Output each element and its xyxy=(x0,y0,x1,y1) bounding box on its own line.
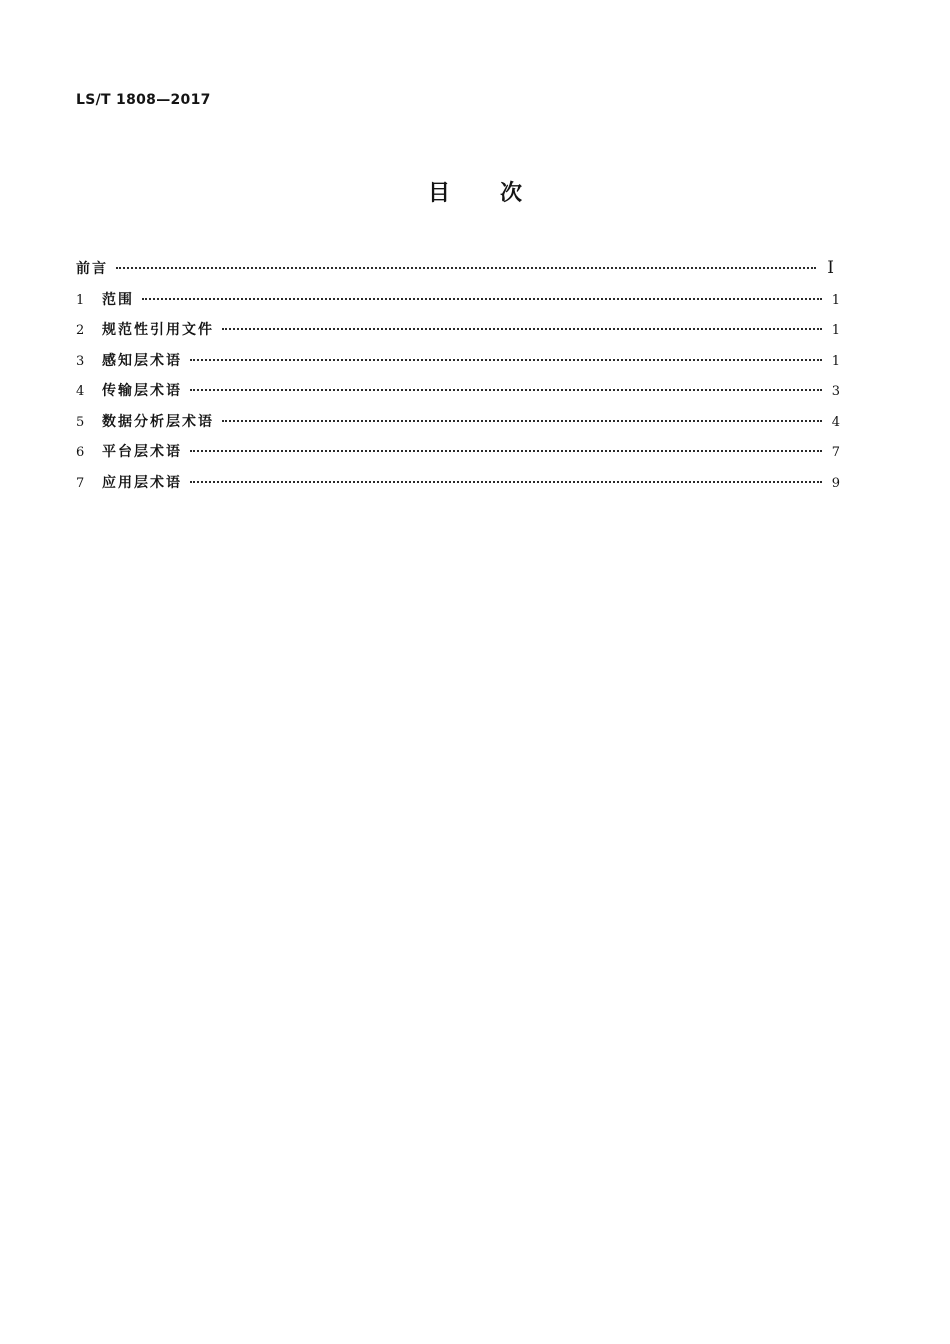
toc-entry-label: 范围 xyxy=(102,291,134,308)
toc-entry[interactable] xyxy=(76,289,840,320)
table-of-contents xyxy=(76,258,840,502)
toc-dot-leader xyxy=(222,420,822,422)
toc-entry-number: 3 xyxy=(76,353,85,369)
toc-dot-leader xyxy=(190,359,822,361)
toc-entry[interactable] xyxy=(76,319,840,350)
toc-dot-leader xyxy=(190,389,822,391)
toc-entry-label: 应用层术语 xyxy=(102,474,182,491)
toc-entry-number: 5 xyxy=(76,414,85,430)
toc-entry-page: 7 xyxy=(831,445,840,460)
toc-entry-page: 4 xyxy=(831,414,840,430)
toc-entry-label: 传输层术语 xyxy=(102,383,182,399)
standard-code: LS/T 1808—2017 xyxy=(76,92,211,108)
toc-entry-label: 感知层术语 xyxy=(102,352,182,369)
page-title: 目次 xyxy=(427,181,572,206)
toc-entry-page: 1 xyxy=(831,353,840,369)
toc-dot-leader xyxy=(142,298,822,300)
toc-entry[interactable] xyxy=(76,472,840,503)
toc-entry[interactable] xyxy=(76,411,840,442)
toc-entry-page: 3 xyxy=(831,384,840,399)
toc-entry[interactable] xyxy=(76,380,840,411)
toc-entry-label: 数据分析层术语 xyxy=(102,413,214,430)
toc-entry-page: 9 xyxy=(831,475,840,491)
toc-dot-leader xyxy=(190,450,822,452)
toc-entry-number: 4 xyxy=(76,384,85,399)
toc-entry-label: 平台层术语 xyxy=(102,444,182,460)
toc-entry-foreword[interactable] xyxy=(76,258,840,289)
toc-entry[interactable] xyxy=(76,441,840,472)
toc-entry-number: 1 xyxy=(76,292,85,308)
toc-dot-leader xyxy=(116,267,816,269)
toc-entry-number: 2 xyxy=(76,323,85,338)
toc-entry-number: 6 xyxy=(76,445,85,460)
toc-entry-label: 前言 xyxy=(76,261,108,277)
toc-entry-label: 规范性引用文件 xyxy=(102,322,214,338)
toc-entry-number: 7 xyxy=(76,475,85,491)
toc-dot-leader xyxy=(222,328,822,330)
toc-entry-page: I xyxy=(827,258,834,278)
toc-dot-leader xyxy=(190,481,822,483)
toc-entry-page: 1 xyxy=(831,323,840,338)
toc-entry[interactable] xyxy=(76,350,840,381)
toc-entry-page: 1 xyxy=(831,292,840,308)
